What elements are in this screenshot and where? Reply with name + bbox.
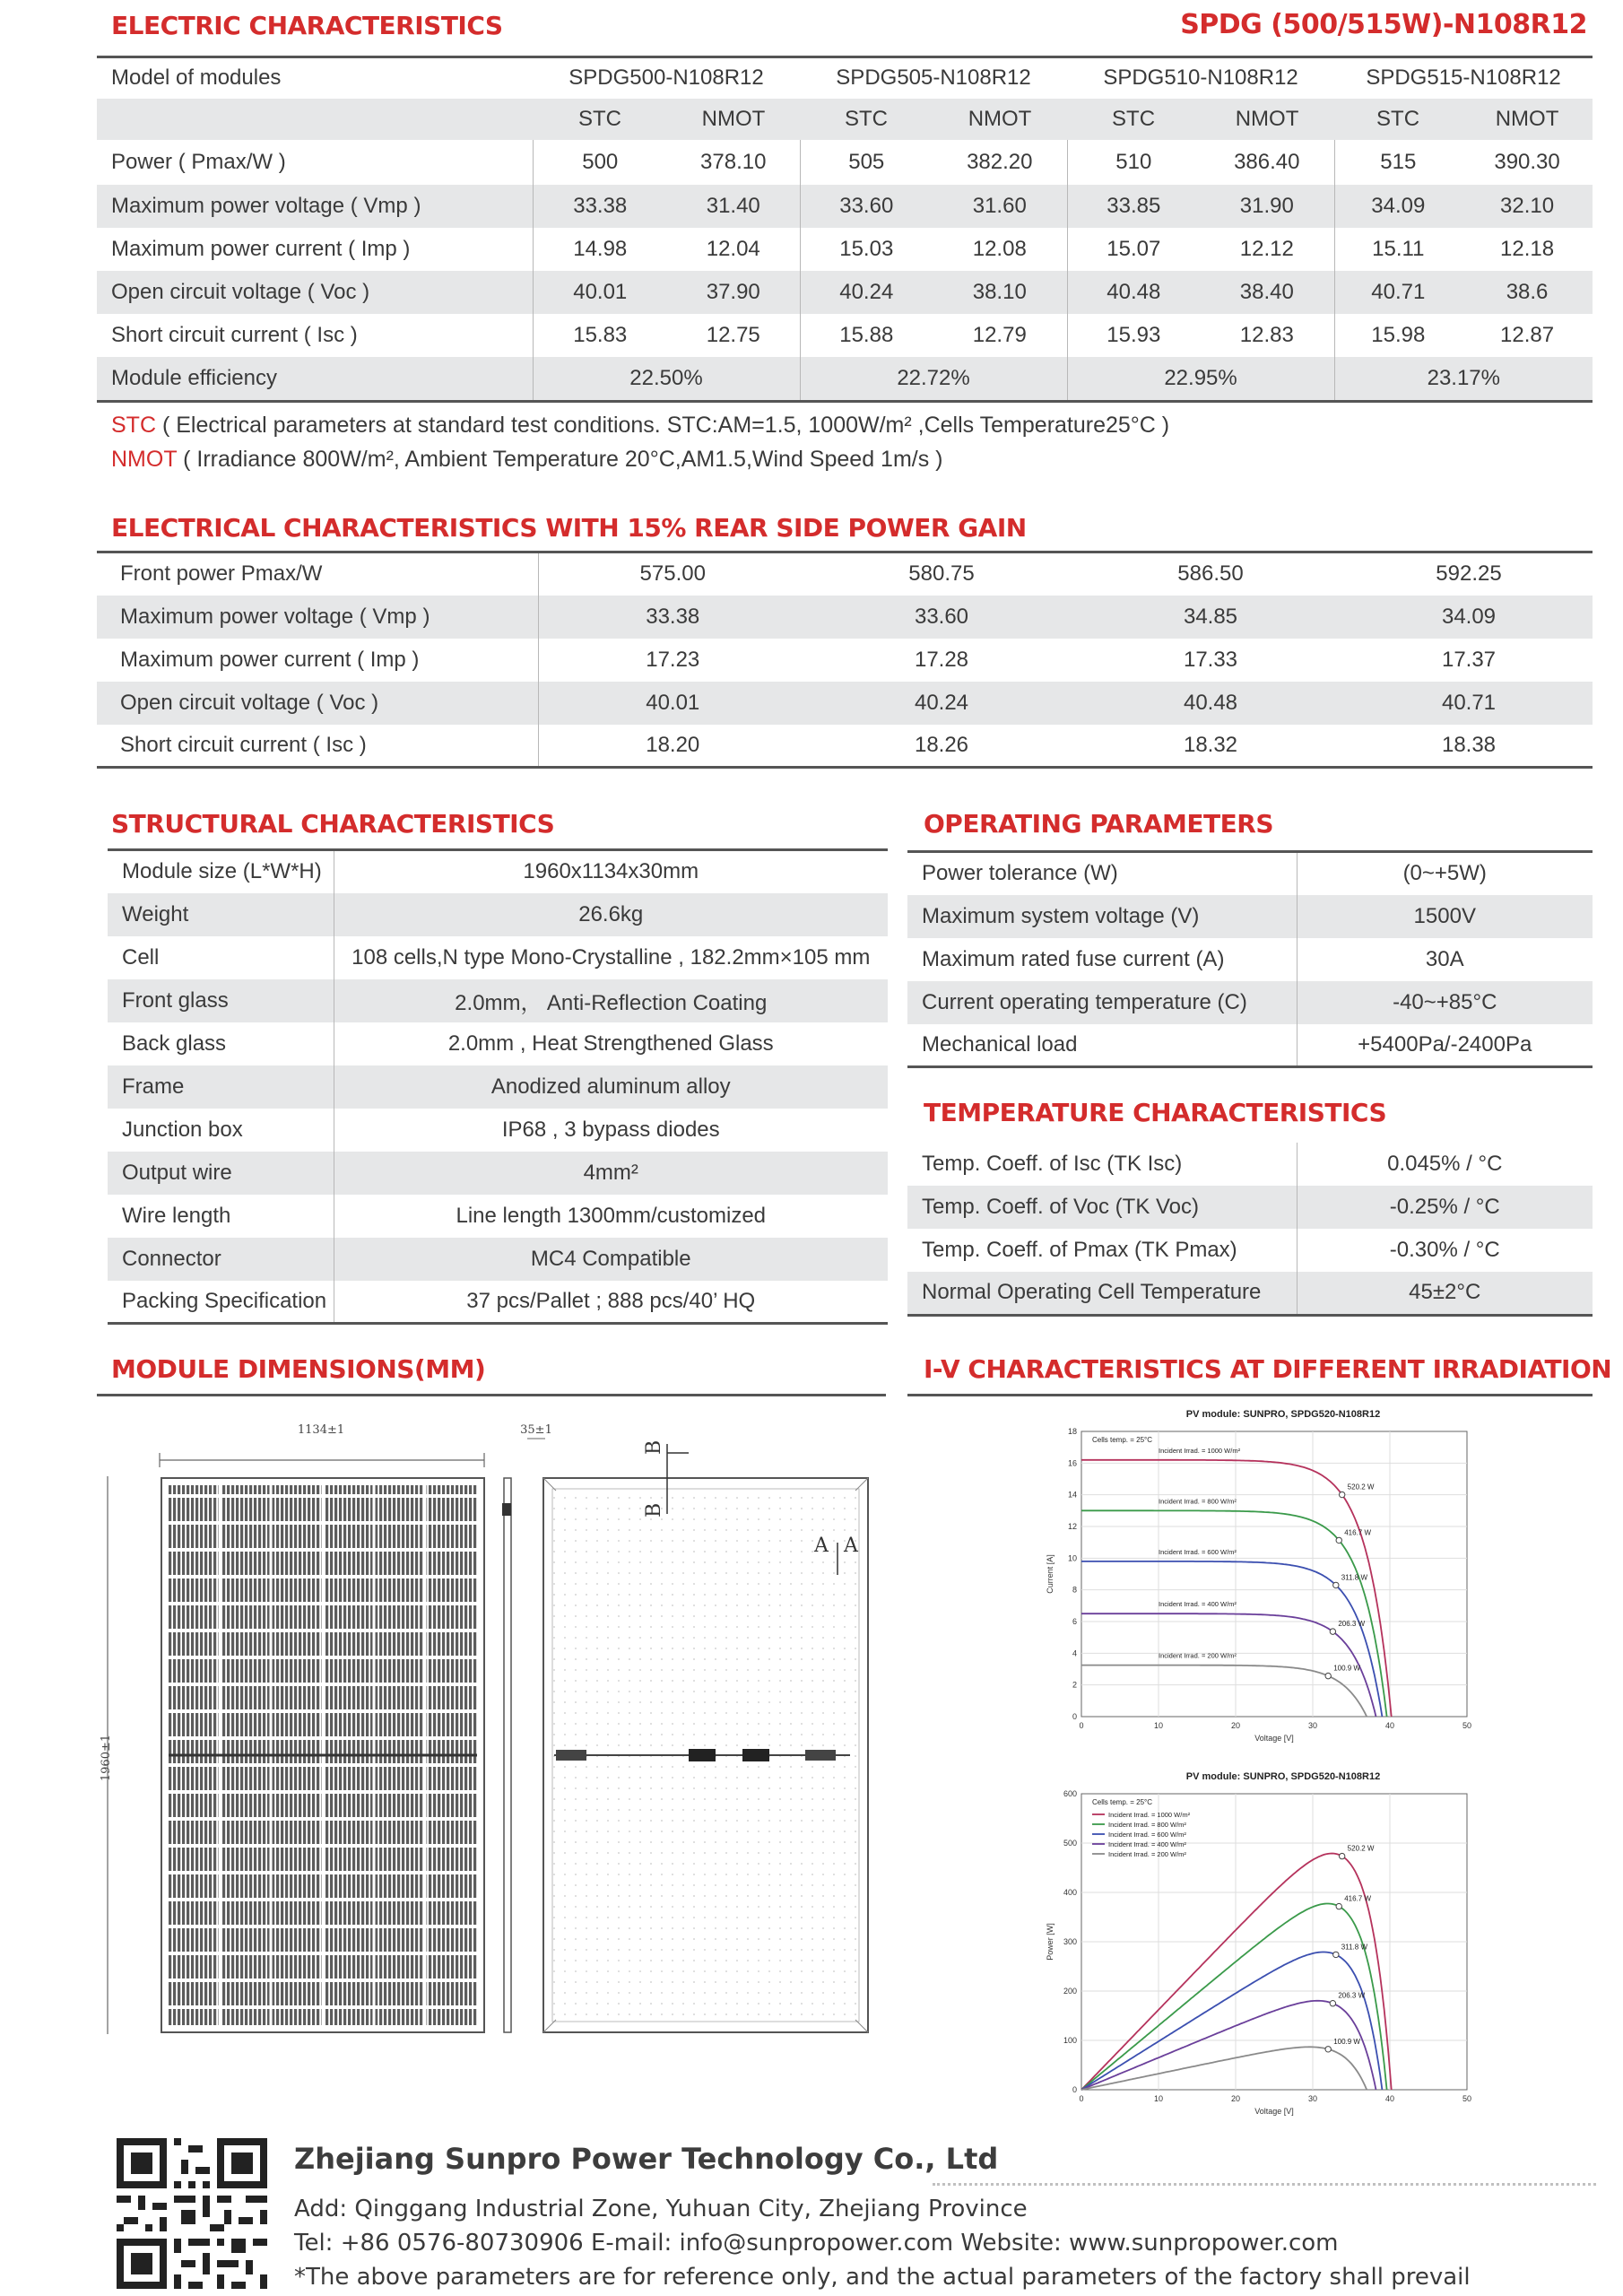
cell-value: 1960x1134x30mm <box>334 850 888 893</box>
mpp-point <box>1336 1537 1341 1543</box>
row-label: Module efficiency <box>97 357 533 402</box>
plot-area <box>1081 1431 1467 1717</box>
nmot-text: ( Irradiance 800W/m², Ambient Temperature 20°C,AM1.5,Wind Speed 1m/s ) <box>177 447 943 472</box>
table-row <box>108 1281 888 1324</box>
rear-gain-table <box>97 551 1593 769</box>
y-tick-label: 2 <box>1072 1680 1077 1690</box>
cell-value: 390.30 <box>1494 149 1560 174</box>
y-tick-label: 200 <box>1063 1987 1077 1996</box>
table-row <box>97 314 1593 357</box>
row-label: Module size (L*W*H) <box>122 859 322 884</box>
cell-value: 12.12 <box>1239 236 1294 261</box>
cell-value: 15.11 <box>1334 228 1462 271</box>
table-row <box>97 682 1593 725</box>
cell-value: -0.30% / °C <box>1297 1229 1593 1272</box>
chart-note: Cells temp. = 25°C <box>1092 1436 1153 1444</box>
row-label: Weight <box>108 893 334 936</box>
row-label: Power tolerance (W) <box>922 861 1118 886</box>
table-row <box>108 1238 888 1281</box>
section-a-marker: A <box>814 1535 829 1557</box>
efficiency-value: 23.17% <box>1334 357 1593 402</box>
chart-title: PV module: SUNPRO, SPDG520-N108R12 <box>1185 1771 1381 1782</box>
mpp-point <box>1330 1629 1335 1634</box>
cell-value: 18.32 <box>1183 732 1238 757</box>
temperature-title: TEMPERATURE CHARACTERISTICS <box>924 1098 1387 1127</box>
mpp-label: 311.8 W <box>1341 1573 1368 1582</box>
row-label: Maximum power voltage ( Vmp ) <box>97 185 533 228</box>
row-label: Short circuit current ( Isc ) <box>120 732 367 757</box>
table-row <box>907 1272 1593 1315</box>
width-label: 1134±1 <box>297 1423 345 1437</box>
connector <box>805 1750 836 1761</box>
cell-value: 15.07 <box>1067 228 1200 271</box>
cell-value: 505 <box>800 140 933 185</box>
row-label: Front glass <box>108 979 334 1022</box>
table-row <box>97 639 1593 682</box>
row-label: Short circuit current ( Isc ) <box>111 322 358 347</box>
cell-value: 40.24 <box>800 271 933 314</box>
stc-header: STC <box>1334 99 1462 140</box>
mpp-point <box>1330 2001 1335 2006</box>
row-label: Maximum system voltage (V) <box>907 895 1297 938</box>
disclaimer-text: *The above parameters are for reference only, and the actual parameters of the factory shall prevail <box>294 2264 1471 2291</box>
nmot-header: NMOT <box>667 99 800 140</box>
x-tick-label: 40 <box>1384 1721 1395 1730</box>
divider <box>97 1394 886 1396</box>
cell-value: MC4 Compatible <box>334 1238 888 1281</box>
x-tick-label: 40 <box>1384 2094 1395 2103</box>
row-label: Current operating temperature (C) <box>907 981 1297 1024</box>
y-tick-label: 12 <box>1067 1522 1077 1531</box>
cell-value: 12.87 <box>1500 322 1555 347</box>
electric-characteristics-table <box>97 56 1593 403</box>
cell-value: 12.79 <box>972 322 1027 347</box>
table-row <box>108 1065 888 1109</box>
cell-value: Anodized aluminum alloy <box>334 1065 888 1109</box>
cell-value: 12.08 <box>972 236 1027 261</box>
row-label: Wire length <box>122 1203 231 1228</box>
cell-value: (0~+5W) <box>1297 852 1593 895</box>
table-row <box>907 1024 1593 1067</box>
table-row <box>97 725 1593 768</box>
cell-value: 386.40 <box>1234 149 1300 174</box>
cell-value: IP68 , 3 bypass diodes <box>334 1109 888 1152</box>
cell-value: 378.10 <box>700 149 767 174</box>
stc-header: STC <box>533 99 667 140</box>
row-label: Normal Operating Cell Temperature <box>907 1272 1297 1315</box>
row-label: Temp. Coeff. of Isc (TK Isc) <box>922 1152 1183 1176</box>
cell-value: 108 cells,N type Mono-Crystalline , 182.2mm×105 mm <box>334 936 888 979</box>
row-label: Temp. Coeff. of Pmax (TK Pmax) <box>922 1238 1237 1262</box>
cell-value: -40~+85°C <box>1297 981 1593 1024</box>
side-profile <box>504 1478 511 2032</box>
cell-value: 510 <box>1067 140 1200 185</box>
junction-box <box>689 1749 716 1761</box>
cell-value: 12.75 <box>706 322 760 347</box>
cell-value: 12.83 <box>1239 322 1294 347</box>
row-label: Output wire <box>108 1152 334 1195</box>
x-tick-label: 50 <box>1462 2094 1472 2103</box>
row-label: Maximum power current ( Imp ) <box>111 236 411 261</box>
module-dimensions-title: MODULE DIMENSIONS(MM) <box>111 1354 486 1384</box>
side-mount <box>502 1503 511 1516</box>
legend-entry: Incident Irrad. = 1000 W/m² <box>1108 1811 1191 1819</box>
table-row <box>108 1152 888 1195</box>
table-row <box>97 185 1593 228</box>
section-a-marker: A <box>844 1535 858 1557</box>
cell-value: 38.6 <box>1462 271 1593 314</box>
efficiency-value: 22.50% <box>533 357 800 402</box>
y-tick-label: 0 <box>1072 1712 1077 1721</box>
cell-value: 4mm² <box>334 1152 888 1195</box>
y-tick-label: 600 <box>1063 1789 1077 1798</box>
company-name: Zhejiang Sunpro Power Technology Co., Ltd <box>294 2142 999 2176</box>
connector <box>556 1750 586 1761</box>
legend-entry: Incident Irrad. = 200 W/m² <box>1108 1850 1186 1858</box>
cell-value: 33.60 <box>800 185 933 228</box>
operating-title: OPERATING PARAMETERS <box>924 809 1273 839</box>
stc-note <box>111 413 1169 439</box>
y-tick-label: 300 <box>1063 1937 1077 1946</box>
depth-label: 35±1 <box>520 1423 552 1437</box>
company-address: Add: Qinggang Industrial Zone, Yuhuan City, Zhejiang Province <box>294 2196 1028 2222</box>
row-label: Packing Specification <box>122 1288 327 1313</box>
stc-header: STC <box>1067 99 1200 140</box>
chart-note: Cells temp. = 25°C <box>1092 1798 1153 1806</box>
y-tick-label: 500 <box>1063 1839 1077 1848</box>
y-tick-label: 0 <box>1072 2085 1077 2094</box>
row-label: Front power Pmax/W <box>120 561 323 587</box>
table-row <box>97 271 1593 314</box>
y-tick-label: 8 <box>1072 1585 1077 1595</box>
legend-entry: Incident Irrad. = 400 W/m² <box>1108 1840 1186 1848</box>
cell-value: 32.10 <box>1462 185 1593 228</box>
mpp-label: 206.3 W <box>1338 1991 1366 2000</box>
table-row <box>108 1022 888 1065</box>
x-axis-label: Voltage [V] <box>1254 2107 1294 2116</box>
mpp-label: 100.9 W <box>1333 1664 1360 1673</box>
row-label: Frame <box>108 1065 334 1109</box>
cell-value: 33.38 <box>533 185 667 228</box>
model-header-row <box>97 57 1593 99</box>
cell-value: 45±2°C <box>1297 1272 1593 1315</box>
table-row <box>97 228 1593 271</box>
x-tick-label: 10 <box>1153 2094 1164 2103</box>
efficiency-value: 22.72% <box>800 357 1067 402</box>
cell-value: 15.88 <box>800 314 933 357</box>
cell-value: 17.37 <box>1441 647 1497 672</box>
cell-value: 40.71 <box>1334 271 1462 314</box>
nmot-header: NMOT <box>933 99 1067 140</box>
mpp-point <box>1333 1952 1339 1957</box>
table-row <box>907 938 1593 981</box>
cell-value: 34.09 <box>1345 596 1593 639</box>
cell-value: -0.25% / °C <box>1297 1186 1593 1229</box>
model-name: SPDG510-N108R12 <box>1103 65 1298 91</box>
cell-value: 31.60 <box>933 185 1067 228</box>
row-label: Open circuit voltage ( Voc ) <box>97 682 538 725</box>
row-label: Maximum power current ( Imp ) <box>120 647 420 672</box>
temperature-table <box>907 1143 1593 1317</box>
x-tick-label: 30 <box>1307 2094 1318 2103</box>
table-row <box>108 936 888 979</box>
cell-value: 26.6kg <box>334 893 888 936</box>
series-label: Incident Irrad. = 1000 W/m² <box>1159 1446 1241 1455</box>
table-row <box>108 893 888 936</box>
rear-gain-title: ELECTRICAL CHARACTERISTICS WITH 15% REAR SIDE POWER GAIN <box>111 513 1027 543</box>
cell-value: 18.38 <box>1441 732 1497 757</box>
row-label: Temp. Coeff. of Voc (TK Voc) <box>907 1186 1297 1229</box>
x-tick-label: 20 <box>1230 2094 1241 2103</box>
cell-value: 580.75 <box>908 561 975 587</box>
cell-value: 500 <box>533 140 667 185</box>
nmot-note <box>111 447 943 473</box>
table-row <box>907 852 1593 895</box>
chart-title: PV module: SUNPRO, SPDG520-N108R12 <box>1185 1409 1381 1420</box>
cell-value: 586.50 <box>1177 561 1244 587</box>
nmot-key: NMOT <box>111 447 178 472</box>
sub-header-row <box>97 99 1593 140</box>
cell-value: +5400Pa/-2400Pa <box>1297 1024 1593 1067</box>
y-tick-label: 10 <box>1067 1553 1077 1563</box>
mpp-label: 520.2 W <box>1347 1844 1375 1853</box>
row-label: Junction box <box>122 1117 243 1142</box>
junction-box <box>742 1749 769 1761</box>
mpp-label: 416.7 W <box>1344 1528 1372 1537</box>
cell-value: 37 pcs/Pallet ; 888 pcs/40’ HQ <box>334 1281 888 1324</box>
stc-key: STC <box>111 413 156 438</box>
x-tick-label: 30 <box>1307 1721 1318 1730</box>
cell-value: 515 <box>1334 140 1462 185</box>
y-tick-label: 16 <box>1067 1458 1077 1468</box>
product-series-title: SPDG (500/515W)-N108R12 <box>1180 9 1587 40</box>
x-tick-label: 0 <box>1079 1721 1084 1730</box>
y-tick-label: 6 <box>1072 1617 1077 1626</box>
divider <box>907 1394 1593 1396</box>
qr-code-icon <box>117 2138 267 2289</box>
mpp-point <box>1325 1673 1331 1678</box>
nmot-header: NMOT <box>1462 99 1593 140</box>
cell-value: 0.045% / °C <box>1297 1143 1593 1186</box>
x-tick-label: 50 <box>1462 1721 1472 1730</box>
cell-value: 18.20 <box>538 725 807 768</box>
row-label: Power ( Pmax/W ) <box>111 149 286 174</box>
series-label: Incident Irrad. = 400 W/m² <box>1159 1600 1237 1609</box>
series-label: Incident Irrad. = 200 W/m² <box>1159 1651 1237 1660</box>
cell-value: 40.71 <box>1345 682 1593 725</box>
row-label: Maximum rated fuse current (A) <box>922 946 1225 971</box>
cell-value: 15.83 <box>533 314 667 357</box>
mpp-point <box>1336 1903 1341 1909</box>
table-row <box>907 1186 1593 1229</box>
mpp-point <box>1339 1853 1344 1858</box>
table-row <box>907 1229 1593 1272</box>
y-axis-label: Current [A] <box>1046 1554 1055 1594</box>
row-label: Connector <box>108 1238 334 1281</box>
structural-title: STRUCTURAL CHARACTERISTICS <box>111 809 555 839</box>
footer-dotted-rule <box>933 2183 1596 2186</box>
table-row <box>97 140 1593 185</box>
cell-value: 592.25 <box>1436 561 1502 587</box>
table-row <box>97 596 1593 639</box>
y-tick-label: 14 <box>1067 1490 1077 1500</box>
cell-value: 17.23 <box>538 639 807 682</box>
series-label: Incident Irrad. = 600 W/m² <box>1159 1547 1237 1556</box>
cell-value: 40.01 <box>533 271 667 314</box>
iv-power-chart <box>1040 1767 1497 2135</box>
model-name: SPDG500-N108R12 <box>568 65 764 91</box>
section-b-marker: B <box>643 1439 665 1455</box>
legend-entry: Incident Irrad. = 600 W/m² <box>1108 1831 1186 1839</box>
cell-value: 38.10 <box>933 271 1067 314</box>
efficiency-row <box>97 357 1593 402</box>
table-row <box>907 981 1593 1024</box>
table-row <box>108 1109 888 1152</box>
cell-value: 382.20 <box>967 149 1033 174</box>
y-tick-label: 4 <box>1072 1648 1077 1658</box>
structural-table <box>108 848 888 1325</box>
company-contact: Tel: +86 0576-80730906 E-mail: info@sunpropower.com Website: www.sunpropower.com <box>294 2230 1339 2257</box>
cell-value: 15.03 <box>800 228 933 271</box>
cell-value: 1500V <box>1297 895 1593 938</box>
electric-characteristics-title: ELECTRIC CHARACTERISTICS <box>111 11 503 40</box>
cell-value: 31.40 <box>667 185 800 228</box>
cell-value: 17.28 <box>914 647 969 672</box>
table-row <box>108 979 888 1022</box>
x-axis-label: Voltage [V] <box>1254 1734 1294 1743</box>
mpp-label: 206.3 W <box>1338 1620 1366 1629</box>
cell-value: 40.01 <box>538 682 807 725</box>
mpp-label: 100.9 W <box>1333 2037 1360 2046</box>
cell-value: 33.85 <box>1067 185 1200 228</box>
table-row <box>907 1143 1593 1186</box>
cell-value: 37.90 <box>667 271 800 314</box>
cell-value: 33.60 <box>807 596 1076 639</box>
cell-value: 12.04 <box>706 236 760 261</box>
cell-value: 40.24 <box>807 682 1076 725</box>
row-label: Back glass <box>122 1031 227 1056</box>
table-row <box>108 1195 888 1238</box>
mpp-point <box>1325 2047 1331 2052</box>
nmot-header: NMOT <box>1200 99 1334 140</box>
table-row <box>97 552 1593 596</box>
cell-value: 31.90 <box>1200 185 1334 228</box>
row-label: Open circuit voltage ( Voc ) <box>97 271 533 314</box>
mpp-label: 416.7 W <box>1344 1894 1372 1903</box>
model-label: Model of modules <box>111 65 282 91</box>
y-tick-label: 18 <box>1067 1427 1077 1436</box>
efficiency-value: 22.95% <box>1067 357 1334 402</box>
table-row <box>907 895 1593 938</box>
module-dimension-drawing <box>97 1417 886 2045</box>
cell-value: 40.48 <box>1067 271 1200 314</box>
y-tick-label: 400 <box>1063 1888 1077 1897</box>
stc-text: ( Electrical parameters at standard test conditions. STC:AM=1.5, 1000W/m² ,Cells Temperature25°C ) <box>156 413 1170 438</box>
series-label: Incident Irrad. = 800 W/m² <box>1159 1497 1237 1506</box>
x-tick-label: 10 <box>1153 1721 1164 1730</box>
mpp-label: 311.8 W <box>1341 1943 1368 1952</box>
row-label: Maximum power voltage ( Vmp ) <box>97 596 538 639</box>
section-b-marker: B <box>643 1502 665 1518</box>
row-label: Mechanical load <box>922 1031 1078 1057</box>
y-tick-label: 100 <box>1063 2036 1077 2045</box>
cell-value: 18.26 <box>914 732 969 757</box>
cell-value: 575.00 <box>538 552 807 596</box>
y-axis-label: Power [W] <box>1046 1923 1055 1961</box>
iv-current-chart <box>1040 1405 1497 1763</box>
cell-value: 38.40 <box>1200 271 1334 314</box>
model-name: SPDG505-N108R12 <box>836 65 1031 91</box>
cell-value: 14.98 <box>533 228 667 271</box>
cell-value: 30A <box>1297 938 1593 981</box>
row-label: Cell <box>122 944 160 970</box>
cell-value: 40.48 <box>1076 682 1345 725</box>
table-row <box>108 850 888 893</box>
cell-value: 2.0mm , Heat Strengthened Glass <box>334 1022 888 1065</box>
cell-value: 2.0mm， Anti-Reflection Coating <box>334 979 888 1022</box>
x-tick-label: 20 <box>1230 1721 1241 1730</box>
operating-table <box>907 850 1593 1068</box>
cell-value: 34.09 <box>1334 185 1462 228</box>
cell-value: 33.38 <box>538 596 807 639</box>
mpp-point <box>1333 1582 1339 1587</box>
cell-value: 15.98 <box>1334 314 1462 357</box>
cell-value: 17.33 <box>1183 647 1238 672</box>
x-tick-label: 0 <box>1079 2094 1084 2103</box>
cell-value: 12.18 <box>1500 236 1555 261</box>
mpp-point <box>1339 1492 1344 1497</box>
stc-header: STC <box>800 99 933 140</box>
iv-characteristics-title: I-V CHARACTERISTICS AT DIFFERENT IRRADIATION <box>924 1354 1612 1384</box>
mpp-label: 520.2 W <box>1347 1483 1375 1492</box>
model-name: SPDG515-N108R12 <box>1366 65 1561 91</box>
height-label: 1960±1 <box>100 1734 113 1782</box>
cell-value: 15.93 <box>1067 314 1200 357</box>
legend-entry: Incident Irrad. = 800 W/m² <box>1108 1821 1186 1829</box>
cell-value: 34.85 <box>1076 596 1345 639</box>
cell-value: Line length 1300mm/customized <box>334 1195 888 1238</box>
